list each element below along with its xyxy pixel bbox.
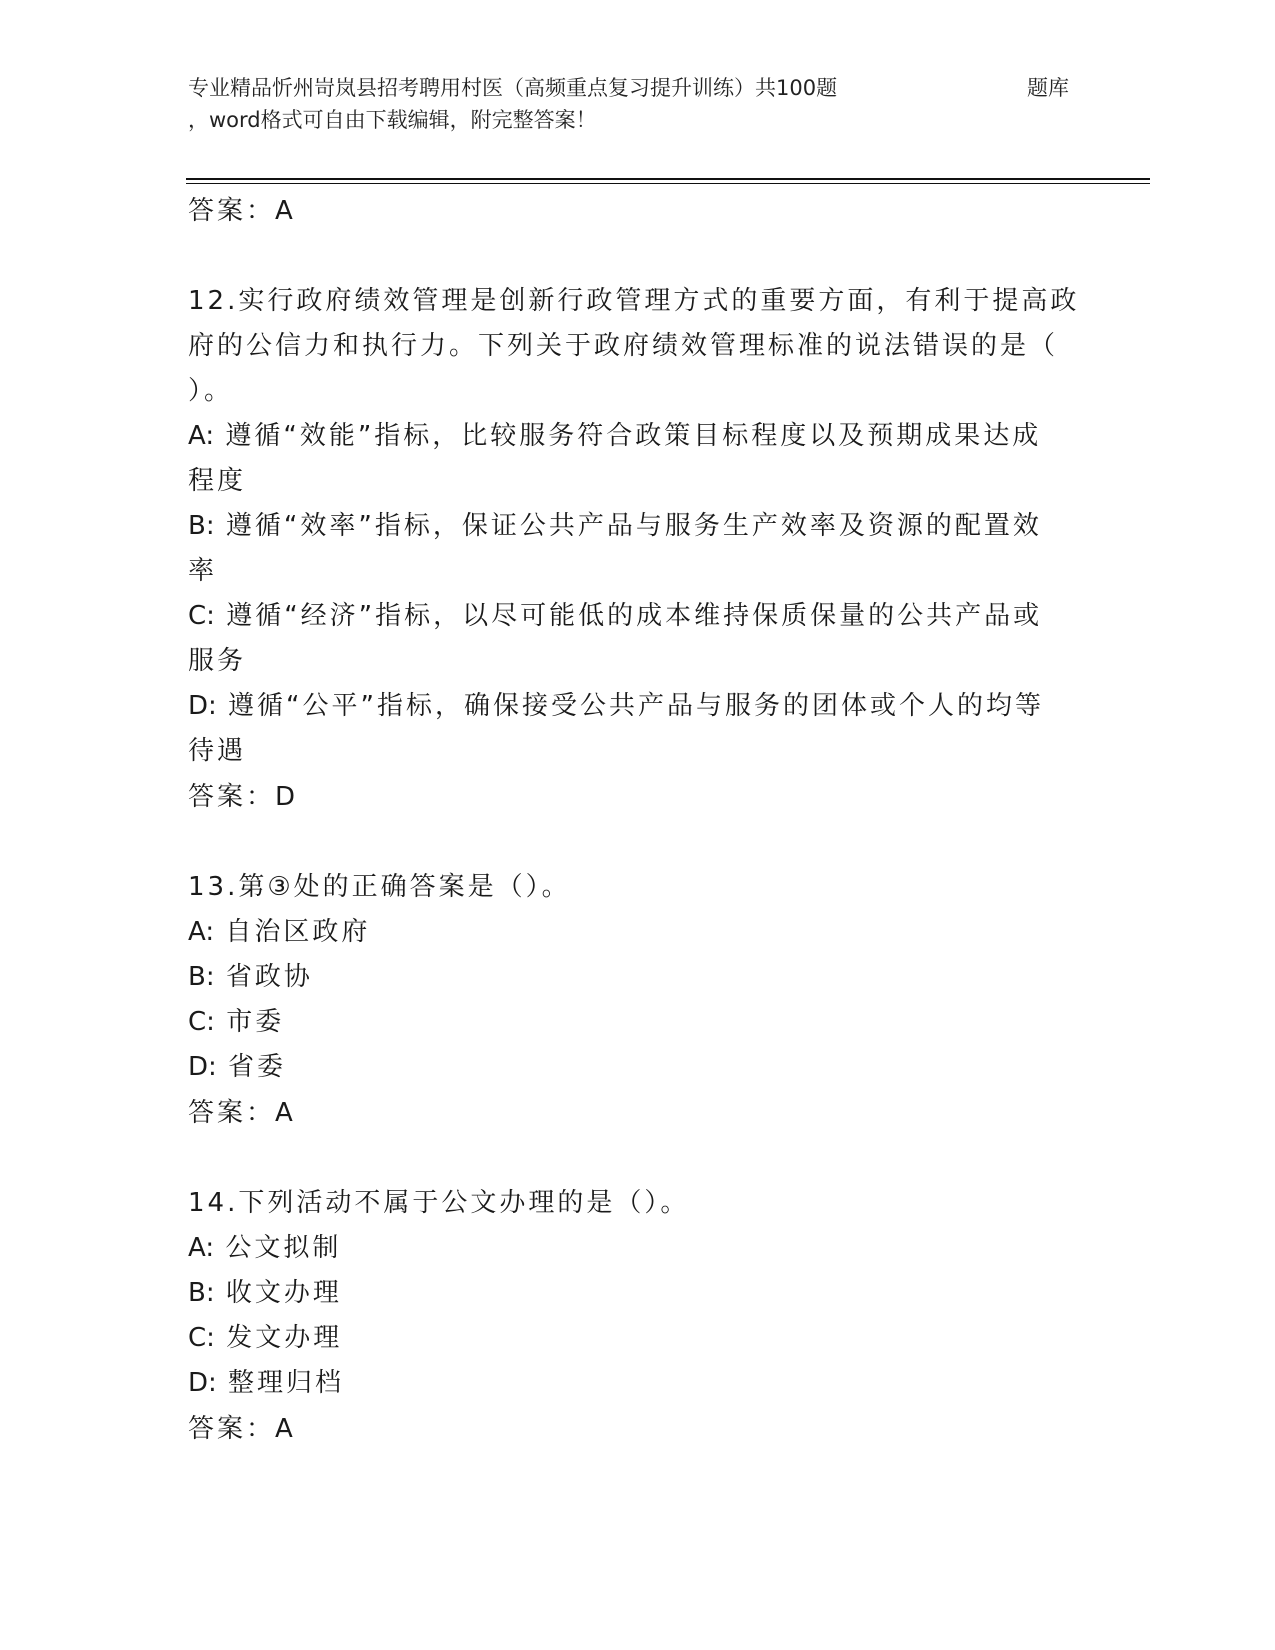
option-key: D: bbox=[188, 691, 217, 721]
option-line bbox=[188, 594, 1088, 639]
header-tag: 题库 bbox=[1027, 76, 1069, 100]
answer-value: A bbox=[275, 1098, 294, 1128]
answer-line bbox=[188, 1406, 1088, 1452]
answer-label: 答案： bbox=[188, 782, 276, 812]
question-stem-line: 14.下列活动不属于公文办理的是（）。 bbox=[188, 1188, 690, 1218]
option-text: 省委 bbox=[228, 1052, 287, 1082]
option-text: 自治区政府 bbox=[225, 917, 371, 947]
header-divider-thick bbox=[186, 178, 1150, 180]
option-text: 遵循“效能”指标，比较服务符合政策目标程度以及预期成果达成 bbox=[225, 421, 1042, 451]
question-stem-line: ）。 bbox=[188, 376, 234, 406]
option-line bbox=[188, 1045, 1088, 1090]
question-block bbox=[188, 279, 1088, 820]
option-line bbox=[188, 729, 1088, 774]
question-spacer bbox=[188, 820, 1088, 865]
option-line bbox=[188, 1271, 1088, 1316]
option-text: 遵循“效率”指标，保证公共产品与服务生产效率及资源的配置效 bbox=[225, 511, 1042, 541]
option-key: D: bbox=[188, 1368, 217, 1398]
question-list bbox=[188, 188, 1088, 1452]
option-key: A: bbox=[188, 917, 215, 947]
option-text: 待遇 bbox=[188, 736, 247, 766]
option-key: B: bbox=[188, 962, 215, 992]
answer-line bbox=[188, 188, 1088, 234]
option-key: B: bbox=[188, 511, 215, 541]
option-text: 整理归档 bbox=[228, 1368, 345, 1398]
option-key: C: bbox=[188, 1007, 215, 1037]
option-line bbox=[188, 910, 1088, 955]
option-key: C: bbox=[188, 601, 215, 631]
answer-label: 答案： bbox=[188, 1414, 276, 1444]
option-line bbox=[188, 1000, 1088, 1045]
option-text: 服务 bbox=[188, 646, 247, 676]
option-line bbox=[188, 1226, 1088, 1271]
option-line bbox=[188, 684, 1088, 729]
page-header bbox=[188, 72, 1088, 136]
header-title-line2: ，word格式可自由下载编辑，附完整答案！ bbox=[188, 108, 597, 132]
answer-line bbox=[188, 774, 1088, 820]
option-text: 程度 bbox=[188, 466, 247, 496]
header-title-line1: 专业精品忻州岢岚县招考聘用村医（高频重点复习提升训练）共100题 bbox=[188, 76, 838, 100]
option-text: 收文办理 bbox=[225, 1278, 342, 1308]
question-stem-line: 12.实行政府绩效管理是创新行政管理方式的重要方面，有利于提高政 bbox=[188, 286, 1080, 316]
option-line bbox=[188, 1316, 1088, 1361]
option-line bbox=[188, 1361, 1088, 1406]
question-stem-line: 13.第③处的正确答案是（）。 bbox=[188, 872, 571, 902]
question-spacer bbox=[188, 234, 1088, 279]
option-text: 公文拟制 bbox=[225, 1233, 342, 1263]
option-line bbox=[188, 414, 1088, 459]
option-line bbox=[188, 459, 1088, 504]
answer-value: A bbox=[275, 196, 294, 226]
option-line bbox=[188, 955, 1088, 1000]
option-key: D: bbox=[188, 1052, 217, 1082]
answer-label: 答案： bbox=[188, 1098, 276, 1128]
question-block bbox=[188, 1181, 1088, 1452]
option-text: 遵循“经济”指标，以尽可能低的成本维持保质保量的公共产品或 bbox=[226, 601, 1043, 631]
option-line bbox=[188, 639, 1088, 684]
option-key: A: bbox=[188, 1233, 215, 1263]
option-key: B: bbox=[188, 1278, 215, 1308]
header-divider-thin bbox=[186, 183, 1150, 184]
option-text: 发文办理 bbox=[226, 1323, 343, 1353]
option-text: 遵循“公平”指标，确保接受公共产品与服务的团体或个人的均等 bbox=[228, 691, 1044, 721]
answer-label: 答案： bbox=[188, 196, 276, 226]
option-key: A: bbox=[188, 421, 215, 451]
question-stem-line: 府的公信力和执行力。下列关于政府绩效管理标准的说法错误的是（ bbox=[188, 331, 1059, 361]
question-spacer bbox=[188, 1136, 1088, 1181]
answer-line bbox=[188, 1090, 1088, 1136]
option-text: 省政协 bbox=[225, 962, 313, 992]
option-line bbox=[188, 504, 1088, 549]
answer-value: D bbox=[275, 782, 297, 812]
option-key: C: bbox=[188, 1323, 215, 1353]
question-block bbox=[188, 865, 1088, 1136]
option-text: 率 bbox=[188, 556, 218, 586]
option-text: 市委 bbox=[226, 1007, 285, 1037]
answer-value: A bbox=[275, 1414, 294, 1444]
option-line bbox=[188, 549, 1088, 594]
